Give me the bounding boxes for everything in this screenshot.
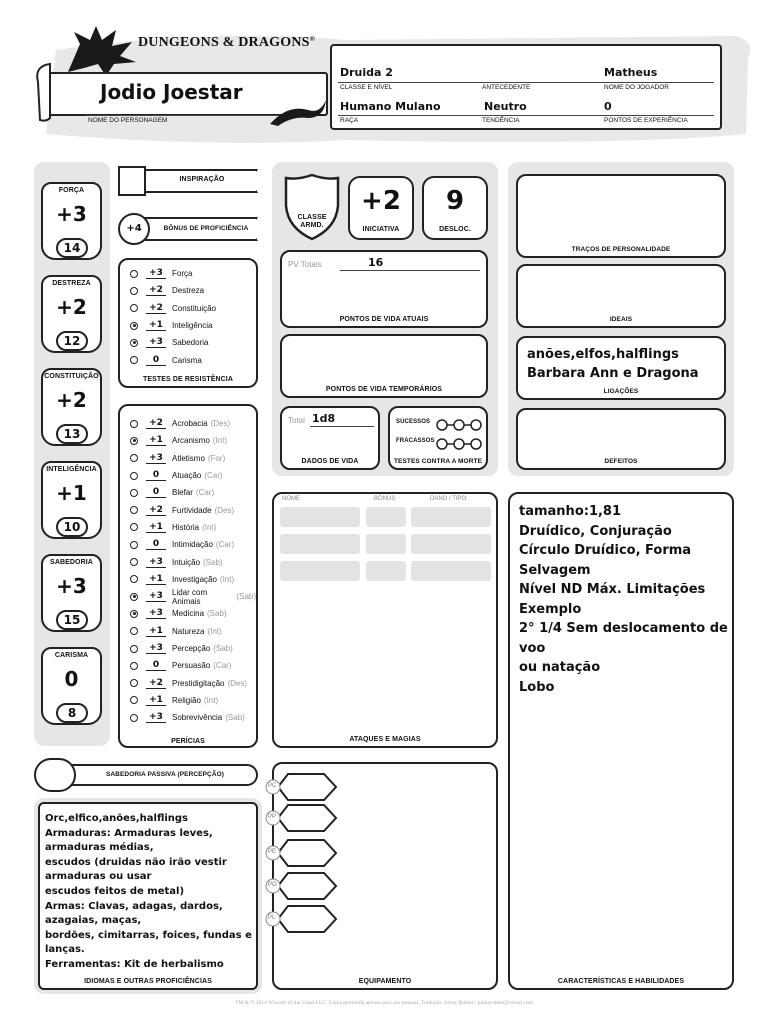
- xp-label: PONTOS DE EXPERIÊNCIA: [604, 117, 688, 124]
- attack-bonus-cell[interactable]: [366, 534, 406, 554]
- proficiencies-line: Armaduras: Armaduras leves,: [45, 827, 213, 839]
- skill-ability: (Int): [212, 436, 228, 446]
- features-line: 2° 1/4 Sem deslocamento de: [519, 621, 728, 636]
- skill-name: Lidar com Animais: [172, 587, 208, 606]
- features-line: Exemplo: [519, 601, 582, 617]
- ability-name: CARISMA: [54, 652, 89, 659]
- skills-title: PERÍCIAS: [171, 738, 205, 745]
- skill-ability: (Sab): [213, 644, 233, 654]
- skill-value: +1: [146, 695, 166, 706]
- skill-name: Intimidação: [172, 540, 213, 550]
- skill-row[interactable]: [120, 640, 233, 657]
- inspiration-row: [118, 166, 260, 196]
- proficiency-dot[interactable]: [130, 523, 138, 531]
- proficiency-dot[interactable]: [130, 541, 138, 549]
- skill-name: Atletismo: [172, 453, 205, 463]
- character-name: Jodio Joestar: [100, 80, 243, 104]
- skill-row[interactable]: [120, 484, 214, 501]
- skill-row[interactable]: [120, 415, 230, 432]
- death-save-success-bubbles[interactable]: [436, 416, 482, 428]
- skill-value: +1: [146, 522, 166, 533]
- proficiencies-line: lanças.: [45, 944, 85, 956]
- passive-wisdom-row: [34, 758, 258, 792]
- skill-ability: (Int): [203, 695, 219, 705]
- proficiency-dot[interactable]: [130, 322, 138, 330]
- skill-row[interactable]: [120, 588, 256, 605]
- ability-score[interactable]: 10: [56, 517, 88, 537]
- coin-label: PL: [268, 915, 276, 921]
- skill-row[interactable]: [120, 519, 216, 536]
- skill-ability: (Int): [202, 522, 217, 532]
- speed-label: DESLOC.: [439, 226, 471, 233]
- ability-score[interactable]: 15: [56, 610, 88, 630]
- skill-ability: (Car): [204, 471, 223, 481]
- alignment-label: TENDÊNCIA: [482, 117, 520, 124]
- proficiencies-line: azagaias, maças,: [45, 915, 142, 927]
- equipment-title: EQUIPAMENTO: [358, 978, 412, 985]
- features-line: Selvagem: [519, 562, 591, 578]
- proficiencies-line: Armas: Clavas, adagas, dardos,: [45, 900, 223, 912]
- player-name-value[interactable]: Matheus: [604, 66, 658, 79]
- ability-wisdom: [41, 554, 102, 632]
- proficiency-row: [118, 213, 260, 245]
- inspiration-box[interactable]: [118, 166, 146, 196]
- skill-value: +3: [146, 591, 166, 602]
- skill-row[interactable]: [120, 502, 234, 519]
- hp-max-value[interactable]: 16: [368, 256, 384, 269]
- skill-row[interactable]: [120, 675, 247, 692]
- proficiencies-text: [45, 812, 259, 973]
- bonds-line: anões,elfos,halflings: [527, 347, 679, 362]
- saving-throw-name: Força: [172, 269, 193, 279]
- ideals-box[interactable]: [516, 264, 726, 328]
- death-save-circles-icon[interactable]: [436, 419, 482, 431]
- flaws-box[interactable]: [516, 408, 726, 470]
- saving-throw-row[interactable]: [120, 282, 204, 299]
- ability-score[interactable]: 13: [56, 424, 88, 444]
- class-level-value[interactable]: Druida 2: [340, 66, 393, 79]
- skill-value: +2: [146, 678, 166, 689]
- skill-row[interactable]: [120, 692, 218, 709]
- skill-value: 0: [146, 470, 166, 481]
- ability-modifier[interactable]: 0: [64, 667, 79, 691]
- hit-dice-total-value[interactable]: 1d8: [312, 412, 336, 425]
- proficiencies-line: armaduras ou usar: [45, 871, 152, 883]
- info-row1-line: [338, 82, 714, 83]
- skill-value: +1: [146, 435, 166, 446]
- skill-value: +3: [146, 608, 166, 619]
- traits-box[interactable]: [516, 174, 726, 258]
- hp-max-underline: [340, 270, 480, 271]
- ability-modifier[interactable]: +3: [56, 574, 87, 598]
- proficiency-dot[interactable]: [130, 472, 138, 480]
- attacks-col-name: NOME: [282, 496, 300, 502]
- saving-throw-value: +2: [146, 285, 166, 296]
- coin-pc[interactable]: [264, 772, 338, 802]
- proficiency-dot[interactable]: [130, 270, 138, 278]
- hit-dice-total-label: Total: [288, 416, 305, 425]
- features-line: Lobo: [519, 679, 555, 695]
- features-line: tamanho:1,81: [519, 504, 622, 519]
- proficiency-dot[interactable]: [130, 356, 138, 364]
- saving-throws-box: [118, 258, 258, 388]
- coin-label: PO: [268, 882, 277, 888]
- initiative-value[interactable]: +2: [361, 186, 401, 216]
- proficiency-dot[interactable]: [130, 679, 138, 687]
- saving-throw-name: Sabedoria: [172, 338, 209, 348]
- proficiency-dot[interactable]: [130, 645, 138, 653]
- coin-pe[interactable]: [264, 838, 338, 868]
- hit-dice-box[interactable]: [280, 406, 380, 470]
- proficiency-circle[interactable]: +4: [118, 213, 150, 245]
- skill-row[interactable]: [120, 709, 245, 726]
- skill-ability: (Des): [214, 505, 235, 515]
- ability-strength: [41, 182, 102, 260]
- saving-throw-row[interactable]: [120, 317, 212, 334]
- attacks-col-bonus: BÔNUS: [374, 496, 396, 502]
- proficiency-dot[interactable]: [130, 575, 138, 583]
- bonds-box[interactable]: [516, 336, 726, 400]
- saving-throw-row[interactable]: [120, 265, 192, 282]
- death-saves-failures-label: FRACASSOS: [396, 438, 435, 444]
- character-name-label: NOME DO PERSONAGEM: [88, 117, 168, 124]
- proficiency-dot[interactable]: [130, 558, 138, 566]
- skill-ability: (Des): [210, 419, 231, 429]
- saving-throw-name: Destreza: [172, 286, 205, 296]
- skill-name: Percepção: [172, 644, 211, 654]
- skill-name: Acrobacia: [172, 419, 208, 429]
- attacks-box: [272, 492, 498, 748]
- logo-text: [138, 35, 315, 51]
- attack-name-cell[interactable]: [280, 534, 360, 554]
- saving-throw-row[interactable]: [120, 334, 208, 351]
- saving-throw-value: +2: [146, 303, 166, 314]
- features-text: [519, 502, 735, 697]
- ability-name: CONSTITUIÇÃO: [44, 373, 99, 380]
- skill-value: 0: [146, 539, 166, 550]
- attack-damage-cell[interactable]: [411, 534, 491, 554]
- attacks-title: ATAQUES E MAGIAS: [349, 736, 421, 743]
- current-hp-label: PONTOS DE VIDA ATUAIS: [339, 316, 429, 323]
- bonds-line: Barbara Ann e Dragona: [527, 366, 699, 381]
- xp-value[interactable]: 0: [604, 100, 612, 113]
- proficiency-dot[interactable]: [130, 627, 138, 635]
- saving-throws-title: TESTES DE RESISTÊNCIA: [142, 376, 233, 383]
- race-label: RAÇA: [340, 117, 359, 124]
- skill-name: Furtividade: [172, 505, 212, 515]
- proficiencies-line: Ferramentas: Kit de herbalismo: [45, 958, 224, 970]
- features-line: ou natação: [519, 660, 601, 675]
- speed-value[interactable]: 9: [445, 186, 465, 216]
- coin-label: PE: [268, 849, 277, 855]
- ability-dexterity: [41, 275, 102, 353]
- coin-pp[interactable]: [264, 803, 338, 833]
- proficiency-dot[interactable]: [130, 714, 138, 722]
- skill-ability: (Car): [195, 488, 215, 498]
- attack-bonus-cell[interactable]: [366, 507, 406, 527]
- dragon-logo-icon: [62, 22, 146, 78]
- coin-po[interactable]: [264, 871, 338, 901]
- traits-label: TRAÇOS DE PERSONALIDADE: [571, 246, 671, 253]
- proficiency-dot[interactable]: [130, 662, 138, 670]
- ability-constitution: [41, 368, 102, 446]
- skill-name: Intuição: [172, 557, 201, 567]
- scroll-curl-left: [30, 60, 54, 124]
- coin-pl[interactable]: [264, 904, 338, 934]
- hit-dice-underline: [310, 426, 374, 427]
- armor-class-shield[interactable]: [282, 172, 342, 242]
- skill-row[interactable]: [120, 536, 234, 553]
- skill-row[interactable]: [120, 467, 223, 484]
- attacks-col-damage: DANO / TIPO: [430, 496, 467, 502]
- skill-name: Religião: [172, 695, 201, 705]
- proficiencies-line: Orc,elfico,anões,halflings: [45, 813, 189, 824]
- skill-ability: (Sab): [207, 609, 227, 619]
- ability-modifier[interactable]: +3: [56, 202, 87, 226]
- skill-value: +3: [146, 453, 166, 464]
- skill-value: +1: [146, 626, 166, 637]
- proficiency-dot[interactable]: [130, 420, 138, 428]
- proficiency-dot[interactable]: [130, 489, 138, 497]
- passive-wisdom-value-box[interactable]: [34, 758, 76, 792]
- saving-throw-name: Carisma: [172, 355, 202, 365]
- ability-score[interactable]: 8: [56, 703, 88, 723]
- speed-box: [422, 176, 488, 240]
- proficiency-dot[interactable]: [130, 610, 138, 618]
- skill-name: Medicina: [172, 609, 205, 619]
- footer-copyright: TM & © 2014 Wizards of the Coast LLC. Cópia permitida apenas para uso pessoal. Tradução: Johny Robert | johnyrobert@icloud.com: [235, 1000, 533, 1006]
- skill-ability: (Int): [207, 626, 222, 636]
- skill-name: Sobrevivência: [172, 713, 223, 723]
- proficiency-dot[interactable]: [130, 454, 138, 462]
- saving-throw-name: Constituição: [172, 303, 217, 313]
- proficiencies-line: escudos (druidas não irão vestir: [45, 856, 227, 868]
- ability-modifier[interactable]: +1: [56, 481, 87, 505]
- logo-registered-mark: ®: [309, 35, 316, 43]
- proficiencies-line: escudos feitos de metal): [45, 885, 185, 897]
- attack-bonus-cell[interactable]: [366, 561, 406, 581]
- proficiency-dot[interactable]: [130, 506, 138, 514]
- skills-box: [118, 404, 258, 748]
- ability-name: INTELIGÊNCIA: [46, 466, 97, 473]
- proficiencies-title: IDIOMAS E OUTRAS PROFICIÊNCIAS: [84, 978, 212, 985]
- proficiency-label: BÔNUS DE PROFICIÊNCIA: [163, 225, 249, 232]
- armor-class-label: CLASSE ARMD.: [297, 214, 327, 229]
- ability-name: SABEDORIA: [50, 559, 93, 566]
- skill-ability: (Car): [213, 661, 232, 671]
- temp-hp-box[interactable]: [280, 334, 488, 398]
- skill-name: Investigação: [172, 574, 217, 584]
- ideals-label: IDEAIS: [609, 316, 633, 323]
- skill-row[interactable]: [120, 450, 225, 467]
- proficiency-dot[interactable]: [130, 339, 138, 347]
- logo-title: DUNGEONS & DRAGONS: [138, 35, 310, 50]
- proficiency-dot[interactable]: [130, 437, 138, 445]
- skill-name: Natureza: [172, 626, 205, 636]
- attack-damage-cell[interactable]: [411, 507, 491, 527]
- skill-ability: (Des): [227, 678, 248, 688]
- saving-throw-name: Inteligência: [172, 321, 213, 331]
- ability-score[interactable]: 12: [56, 331, 88, 351]
- skill-ability: (Int): [219, 574, 235, 584]
- player-name-label: NOME DO JOGADOR: [604, 84, 670, 91]
- ability-name: FORÇA: [58, 187, 85, 194]
- skill-ability: (For): [207, 453, 226, 463]
- saving-throw-value: +3: [146, 268, 166, 279]
- saving-throw-value: 0: [146, 355, 166, 366]
- skill-value: +3: [146, 712, 166, 723]
- skill-name: Persuasão: [172, 661, 211, 671]
- ability-modifier[interactable]: +2: [56, 295, 87, 319]
- skill-row[interactable]: [120, 605, 227, 622]
- bonds-label: LIGAÇÕES: [603, 388, 639, 395]
- death-save-circles-icon[interactable]: [436, 438, 482, 450]
- skill-row[interactable]: [120, 553, 223, 570]
- ability-modifier[interactable]: +2: [56, 388, 87, 412]
- skill-value: 0: [146, 487, 166, 498]
- proficiency-dot[interactable]: [130, 696, 138, 704]
- death-saves-successes-label: SUCESSOS: [396, 419, 431, 425]
- coin-label: PP: [268, 814, 277, 820]
- bonds-text: [527, 345, 725, 383]
- coin-label: PC: [268, 783, 277, 789]
- saving-throw-row[interactable]: [120, 352, 202, 369]
- skill-row[interactable]: [120, 623, 222, 640]
- skill-ability: (Sab): [203, 557, 223, 567]
- info-row2-line: [338, 115, 714, 116]
- attack-name-cell[interactable]: [280, 507, 360, 527]
- skill-name: História: [172, 522, 200, 532]
- background-label: ANTECEDENTE: [482, 84, 531, 91]
- alignment-value[interactable]: Neutro: [484, 100, 527, 113]
- skill-row[interactable]: [120, 571, 234, 588]
- features-line: Nível ND Máx. Limitações: [519, 582, 706, 597]
- saving-throw-value: +1: [146, 320, 166, 331]
- saving-throw-value: +3: [146, 337, 166, 348]
- death-saves-label: TESTES CONTRA A MORTE: [393, 458, 483, 465]
- skill-value: +1: [146, 574, 166, 585]
- passive-wisdom-label: SABEDORIA PASSIVA (PERCEPÇÃO): [105, 771, 225, 778]
- skill-value: +3: [146, 557, 166, 568]
- hp-max-label: PV Totais: [288, 260, 322, 269]
- initiative-box: [348, 176, 414, 240]
- proficiencies-line: armaduras médias,: [45, 842, 154, 854]
- attack-damage-cell[interactable]: [411, 561, 491, 581]
- race-value[interactable]: Humano Mulano: [340, 100, 441, 113]
- features-line: voo: [519, 640, 546, 656]
- skill-ability: (Sab): [225, 713, 245, 723]
- ability-intelligence: [41, 461, 102, 539]
- ability-name: DESTREZA: [52, 280, 91, 287]
- proficiency-dot[interactable]: [130, 287, 138, 295]
- death-saves-box: [388, 406, 488, 470]
- inspiration-label: INSPIRAÇÃO: [179, 176, 225, 183]
- features-line: Druídico, Conjuração: [519, 523, 672, 539]
- death-save-failure-bubbles[interactable]: [436, 435, 482, 447]
- skill-name: Arcanismo: [172, 436, 210, 446]
- proficiencies-line: bordões, cimitarras, foices, fundas e: [45, 929, 252, 941]
- features-line: Círculo Druídico, Forma: [519, 543, 692, 558]
- skill-value: +2: [146, 418, 166, 429]
- dragon-tail-ornament: [268, 94, 328, 128]
- skill-row[interactable]: [120, 657, 231, 674]
- class-level-label: CLASSE E NÍVEL: [340, 84, 393, 91]
- skill-name: Blefar: [172, 488, 193, 498]
- skill-value: +2: [146, 505, 166, 516]
- initiative-label: INICIATIVA: [362, 226, 400, 233]
- skill-ability: (Car): [215, 540, 235, 550]
- skill-name: Prestidigitação: [172, 678, 225, 688]
- attack-name-cell[interactable]: [280, 561, 360, 581]
- hit-dice-label: DADOS DE VIDA: [301, 458, 359, 465]
- skill-value: +3: [146, 643, 166, 654]
- features-box[interactable]: [508, 492, 734, 990]
- skill-row[interactable]: [120, 432, 227, 449]
- features-title: CARACTERÍSTICAS E HABILIDADES: [557, 978, 685, 985]
- current-hp-box[interactable]: [280, 250, 488, 328]
- proficiencies-box[interactable]: [38, 802, 258, 990]
- temp-hp-label: PONTOS DE VIDA TEMPORÁRIOS: [325, 386, 443, 393]
- proficiency-dot[interactable]: [130, 593, 138, 601]
- skill-name: Atuação: [172, 471, 202, 481]
- skill-ability: (Sab): [236, 592, 256, 602]
- saving-throw-row[interactable]: [120, 300, 216, 317]
- ability-charisma: [41, 647, 102, 725]
- skill-value: 0: [146, 660, 166, 671]
- ability-score[interactable]: 14: [56, 238, 88, 258]
- flaws-label: DEFEITOS: [604, 458, 638, 465]
- proficiency-dot[interactable]: [130, 304, 138, 312]
